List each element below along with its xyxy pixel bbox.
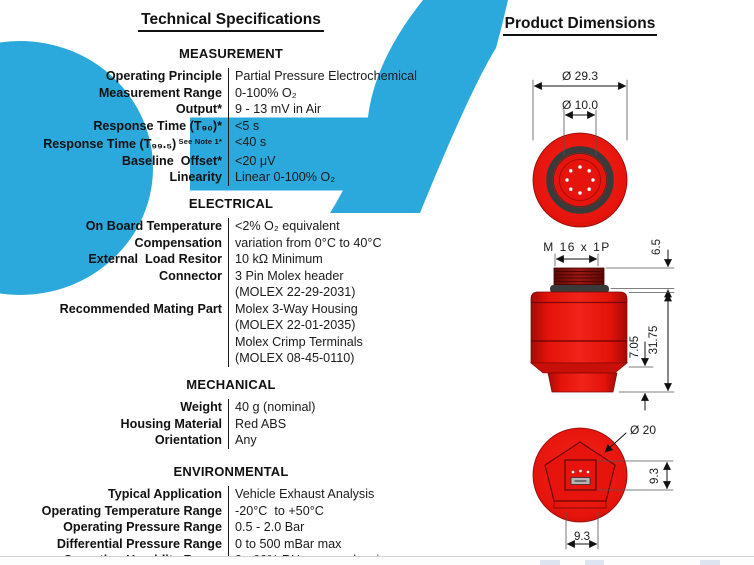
spec-value: 9 - 13 mV in Air [228,101,321,118]
spec-row [0,169,462,186]
spec-label: Baseline Offset* [121,153,222,168]
bottom-view-drawing [533,423,673,549]
spec-label: Weight [180,400,222,414]
sensor-bevel [531,363,627,373]
dim-label-connector-width: 9.3 [574,531,590,543]
spec-label: Housing Material [120,416,222,431]
page-edge-cell [540,560,560,565]
spec-value: 3 Pin Molex header (MOLEX 22-29-2031) [228,268,355,301]
top-view-drawing [533,69,627,227]
spec-label-note: See Note 1* [176,137,222,146]
spec-row [0,134,462,153]
spec-value: Partial Pressure Electrochemical [228,68,417,85]
spec-label: Connector [159,268,222,283]
spec-value: Any [228,432,257,449]
page-edge-cell [585,560,604,565]
spec-value: 0 to 500 mBar max [228,536,341,553]
spec-value: 0-100% O₂ [228,85,297,102]
dim-label-thread-height: 6.5 [651,239,663,255]
spec-row [0,268,462,301]
spec-row [0,399,462,416]
spec-label: Typical Application [107,487,222,501]
spec-value: 40 g (nominal) [228,399,316,416]
spec-row [0,432,462,449]
spec-row [0,153,462,170]
spec-value: Vehicle Exhaust Analysis [228,486,374,503]
spec-value: Molex 3-Way Housing (MOLEX 22-01-2035) Molex Crimp Terminals (MOLEX 08-45-0110) [228,301,363,367]
spec-label: Operating Temperature Range [41,503,222,518]
right-page-title [470,15,690,36]
spec-value: 0.5 - 2.0 Bar [228,519,304,536]
spec-row [0,85,462,102]
dim-label-connector-height: 9.3 [649,468,661,484]
spec-value: <5 s [228,118,259,135]
spec-row [0,101,462,118]
spec-label: Measurement Range [98,85,222,100]
dim-label-inner-diameter: Ø 10.0 [561,98,599,112]
section-header: MECHANICAL [186,377,276,392]
side-view-drawing [531,239,674,410]
spec-label: On Board Temperature Compensation [85,219,222,250]
spec-label: Recommended Mating Part [59,301,222,316]
section-header: ENVIRONMENTAL [173,464,289,479]
section-environmental [0,465,462,565]
spec-label: Response Time (T₉₉.₅) $^{See Note 1*}$ [43,137,222,151]
section-electrical [0,197,462,367]
section-measurement [0,47,462,186]
spec-label: Differential Pressure Range [56,536,222,551]
spec-label: Linearity [169,170,222,184]
spec-value: -20°C to +50°C [228,503,324,520]
page-edge-strip [0,556,754,565]
dim-label-outer-diameter: Ø 29.3 [561,69,599,83]
spec-row [0,486,462,503]
spec-value: <20 μV [228,153,276,170]
spec-label: Response Time (T₉₀)* [93,118,222,133]
spec-label: Operating Pressure Range [63,520,222,534]
spec-row [0,118,462,135]
spec-value: Linear 0-100% O₂ [228,169,335,186]
spec-value: 10 kΩ Minimum [228,251,323,268]
spec-row [0,416,462,433]
spec-row [0,218,462,251]
dim-label-body-height: 31.75 [648,325,660,355]
section-mechanical [0,378,462,449]
spec-value: <40 s [228,134,266,153]
spec-label: Output* [175,102,222,116]
right-page-title-text: Product Dimensions [503,15,658,36]
spec-row [0,251,462,268]
spec-row [0,68,462,85]
left-page-title-text: Technical Specifications [138,11,324,32]
spec-label: External Load Resitor [88,252,222,266]
left-page-title [0,11,462,32]
connector-recess [565,460,596,490]
spec-label: Orientation [154,433,222,447]
sensor-connector-housing [548,373,617,392]
spec-row [0,301,462,367]
dim-label-lower-section: 7.05 [629,335,641,359]
spec-label: Operating Principle [105,69,222,83]
spec-row [0,519,462,536]
spec-value: <2% O₂ equivalent variation from 0°C to 40°C [228,218,382,251]
section-header: MEASUREMENT [178,46,284,61]
section-header: ELECTRICAL [188,196,274,211]
page-edge-cell [700,560,720,565]
spec-row [0,536,462,553]
spec-value: Red ABS [228,416,286,433]
dim-label-hex-diameter: Ø 20 [630,423,657,437]
spec-row [0,503,462,520]
dim-label-thread: M 16 x 1P [543,240,611,254]
